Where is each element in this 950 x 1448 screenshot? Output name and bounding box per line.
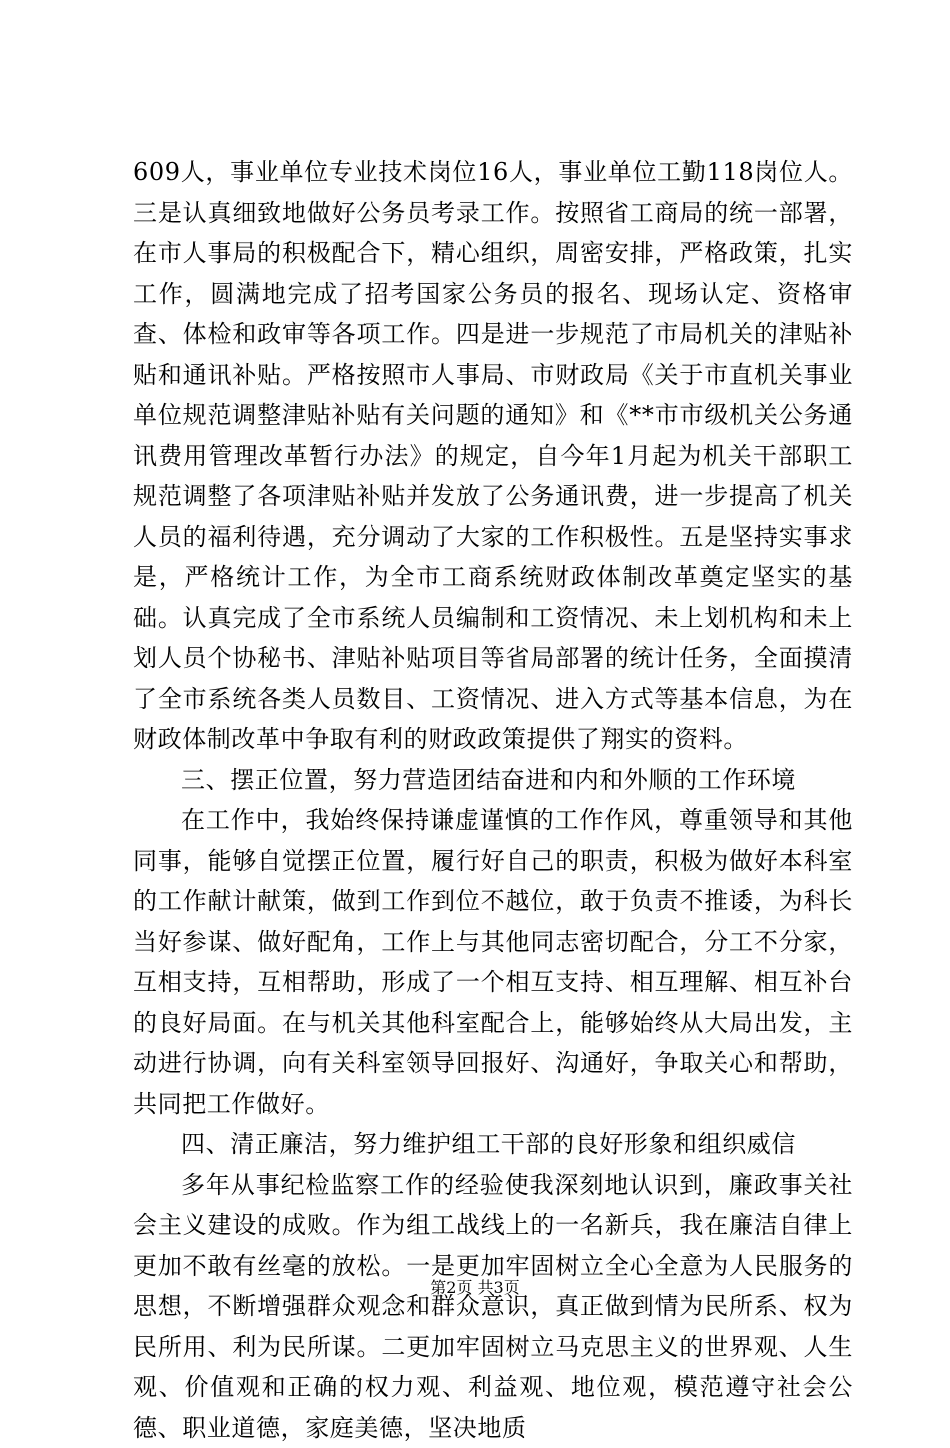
section-heading-3: 三、摆正位置，努力营造团结奋进和内和外顺的工作环境 [133, 760, 853, 801]
document-body [133, 152, 853, 1448]
paragraph-2: 在工作中，我始终保持谦虚谨慎的工作作风，尊重领导和其他同事，能够自觉摆正位置，履行好自己的职责，积极为做好本科室的工作献计献策，做到工作到位不越位，敢于负责不推诿，为科长当好参谋、做好配角，工作上与其他同志密切配合，分工不分家，互相支持，互相帮助，形成了一个相互支持、相互理解、相互补台的良好局面。在与机关其他科室配合上，能够始终从大局出发，主动进行协调，向有关科室领导回报好、沟通好，争取关心和帮助，共同把工作做好。 [133, 800, 853, 1124]
page-footer: 第2页 共3页 [0, 1278, 950, 1298]
paragraph-1: 609人，事业单位专业技术岗位16人，事业单位工勤118岗位人。三是认真细致地做好公务员考录工作。按照省工商局的统一部署，在市人事局的积极配合下，精心组织，周密安排，严格政策，扎实工作，圆满地完成了招考国家公务员的报名、现场认定、资格审查、体检和政审等各项工作。四是进一步规范了市局机关的津贴补贴和通讯补贴。严格按照市人事局、市财政局《关于市直机关事业单位规范调整津贴补贴有关问题的通知》和《**市市级机关公务通讯费用管理改革暂行办法》的规定，自今年1月起为机关干部职工规范调整了各项津贴补贴并发放了公务通讯费，进一步提高了机关人员的福利待遇，充分调动了大家的工作积极性。五是坚持实事求是，严格统计工作，为全市工商系统财政体制改革奠定坚实的基础。认真完成了全市系统人员编制和工资情况、未上划机构和未上划人员个协秘书、津贴补贴项目等省局部署的统计任务，全面摸清了全市系统各类人员数目、工资情况、进入方式等基本信息，为在财政体制改革中争取有利的财政政策提供了翔实的资料。 [133, 152, 853, 760]
section-heading-4: 四、清正廉洁，努力维护组工干部的良好形象和组织威信 [133, 1124, 853, 1165]
paragraph-3: 多年从事纪检监察工作的经验使我深刻地认识到，廉政事关社会主义建设的成败。作为组工战线上的一名新兵，我在廉洁自律上更加不敢有丝毫的放松。一是更加牢固树立全心全意为人民服务的思想，不断增强群众观念和群众意识，真正做到情为民所系、权为民所用、利为民所谋。二更加牢固树立马克思主义的世界观、人生观、价值观和正确的权力观、利益观、地位观，模范遵守社会公德、职业道德，家庭美德，坚决地质 [133, 1165, 853, 1448]
